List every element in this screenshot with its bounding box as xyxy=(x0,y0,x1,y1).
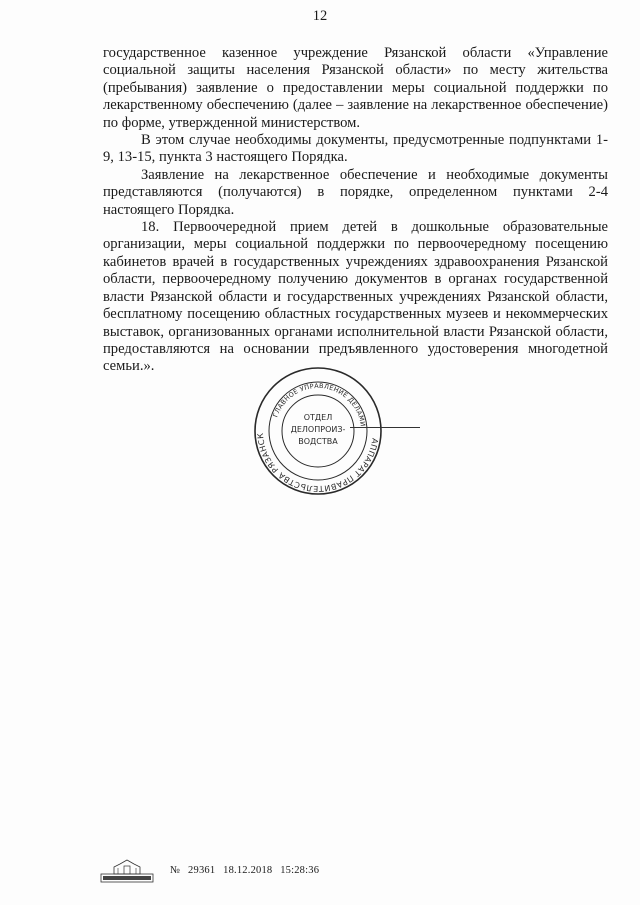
stamp-inner-text: ГЛАВНОЕ УПРАВЛЕНИЕ ДЕЛАМИ xyxy=(271,381,367,428)
registration-date: 18.12.2018 xyxy=(223,864,273,876)
document-number: 29361 xyxy=(188,864,216,876)
stamp-center-line-2: ДЕЛОПРОИЗ- xyxy=(290,425,346,434)
registration-stamp xyxy=(170,865,324,876)
paragraph-4: 18. Первоочередной прием детей в дошкольные образовательные организации, меры социальной поддержки по первоочередному посещению кабинетов врачей в государственных учреждениях здравоохранения Рязанской области, первоочередному получению документов в органах государственной власти Рязанской области и государственных учреждениях Рязанской области, бесплатному посещению областных государственных музеев и некоммерческих выставок, организованных органами исполнительной власти Рязанской области, предоставляются на основании предъявленного удостоверения многодетной семьи.». xyxy=(103,219,608,375)
official-stamp xyxy=(253,366,383,496)
registry-logo-icon xyxy=(100,857,154,883)
registration-time: 15:28:36 xyxy=(280,864,320,876)
stamp-outer-text: АППАРАТ ПРАВИТЕЛЬСТВА РЯЗАНСК xyxy=(255,432,380,494)
number-sign: № xyxy=(170,864,181,876)
stamp-center-line-3: ВОДСТВА xyxy=(298,437,338,446)
stamp-center-line-1: ОТДЕЛ xyxy=(303,413,333,422)
paragraph-1: государственное казенное учреждение Рязанской области «Управление социальной защиты населения Рязанской области» по месту жительства (пребывания) заявление о предоставлении меры социальной поддержки по лекарственному обеспечению (далее – заявление на лекарственное обеспечение) по форме, утвержденной министерством. xyxy=(103,45,608,131)
paragraph-3: Заявление на лекарственное обеспечение и необходимые документы представляются (получаются) в порядке, определенном пунктами 2-4 настоящего Порядка. xyxy=(103,166,608,218)
document-body xyxy=(103,45,608,376)
stamp-seal-icon xyxy=(253,366,383,496)
page-number: 12 xyxy=(312,8,328,24)
paragraph-2: В этом случае необходимы документы, предусмотренные подпунктами 1-9, 13-15, пункта 3 настоящего Порядка. xyxy=(103,132,608,166)
registration-footer xyxy=(100,857,324,883)
signature-line xyxy=(350,427,420,428)
